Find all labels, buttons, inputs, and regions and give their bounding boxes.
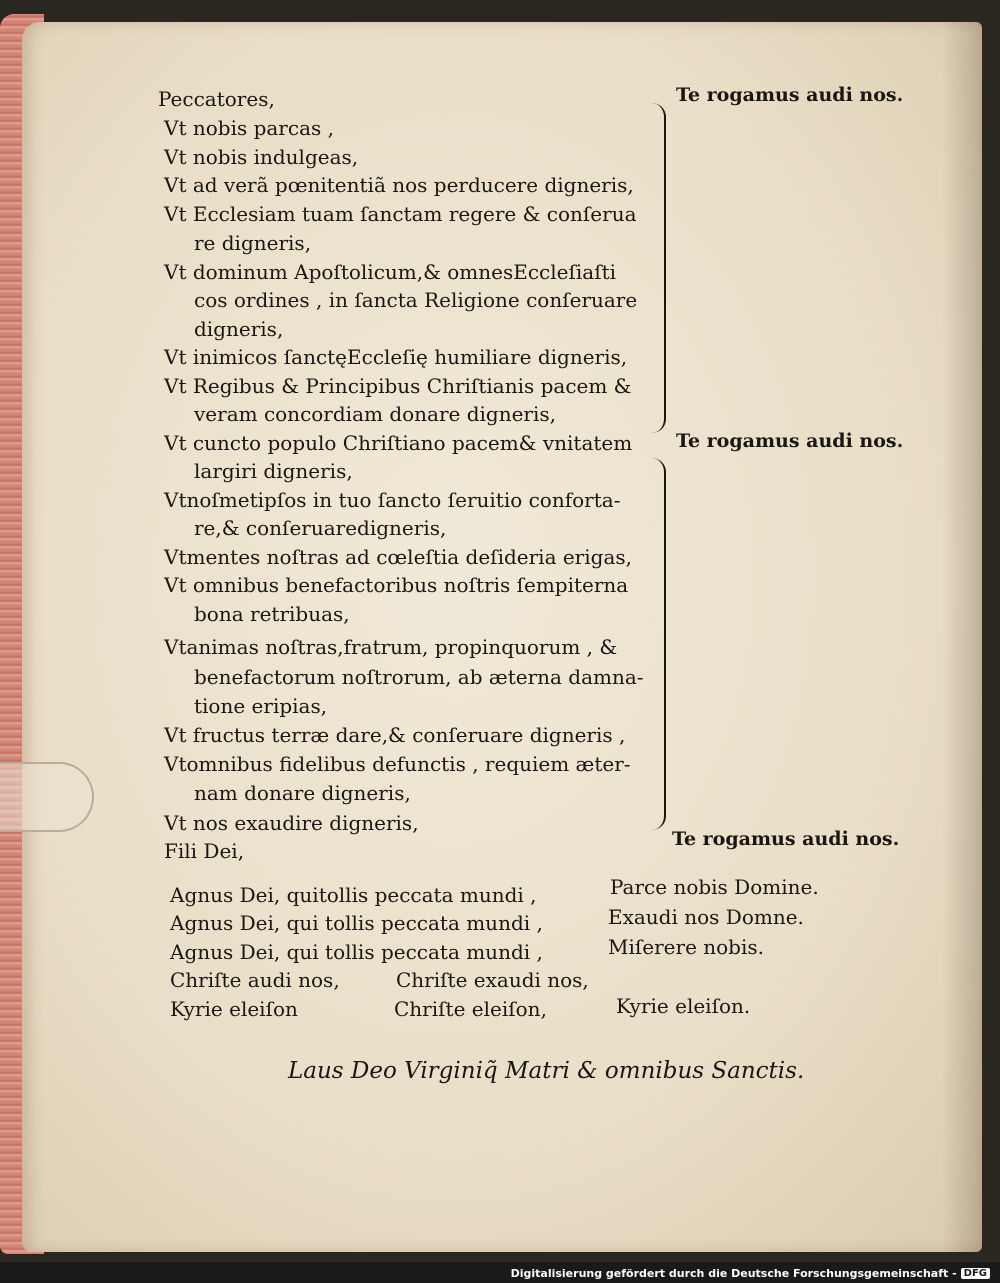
christe-line: Chriſte eleiſon,	[394, 997, 547, 1021]
closing-line: Laus Deo Virginiq̃ Matri & omnibus Sanctis.	[288, 1058, 805, 1084]
agnus-line: Agnus Dei, qui tollis peccata mundi ,	[170, 911, 543, 935]
litany-line: Vt Ecclesiam tuam ſanctam regere & conſerua	[164, 202, 637, 226]
response-text: Te rogamus audi nos.	[672, 828, 900, 850]
litany-line: Fili Dei,	[164, 839, 245, 863]
litany-line: Vt nobis parcas ,	[164, 116, 334, 140]
litany-line: re,& conſeruaredigneris,	[194, 516, 447, 540]
clip-tab	[0, 762, 94, 832]
litany-line: Vtomnibus fidelibus defunctis , requiem æter-	[164, 752, 631, 776]
litany-line: Vt nos exaudire digneris,	[164, 811, 419, 835]
spine-shadow	[942, 22, 982, 1252]
litany-line: largiri digneris,	[194, 459, 353, 483]
agnus-response: Parce nobis Domine.	[610, 875, 819, 899]
agnus-line: Agnus Dei, qui tollis peccata mundi ,	[170, 940, 543, 964]
litany-line: tione eripias,	[194, 694, 328, 718]
agnus-response: Exaudi nos Domne.	[608, 905, 804, 929]
litany-line: Vt Regibus & Principibus Chriſtianis pacem &	[164, 374, 632, 398]
christe-line: Chriſte audi nos,	[170, 968, 340, 992]
litany-line: bona retribuas,	[194, 602, 350, 626]
litany-line: benefactorum noſtrorum, ab æterna damna-	[194, 665, 644, 689]
digitization-credit	[511, 1264, 990, 1282]
litany-line: Vt omnibus benefactoribus noſtris ſempiterna	[164, 573, 629, 597]
response-text: Te rogamus audi nos.	[676, 84, 904, 106]
litany-line: Vt ad verã pœnitentiã nos perducere digneris,	[164, 173, 634, 197]
litany-line: Peccatores,	[158, 87, 275, 111]
litany-line: veram concordiam donare digneris,	[194, 402, 557, 426]
agnus-response: Miſerere nobis.	[608, 935, 765, 959]
litany-line: Vt fructus terræ dare,& conſeruare digneris ,	[164, 723, 626, 747]
christe-line: Chriſte exaudi nos,	[396, 968, 589, 992]
litany-line: re digneris,	[194, 231, 312, 255]
litany-line: cos ordines , in ſancta Religione conſeruare	[194, 288, 638, 312]
litany-line: digneris,	[194, 317, 284, 341]
litany-line: Vt dominum Apoſtolicum,& omnesEccleſiaſti	[164, 260, 617, 284]
credit-text: Digitalisierung gefördert durch die Deutsche Forschungsgemeinschaft -	[510, 1266, 957, 1280]
kyrie-line: Kyrie eleiſon	[170, 997, 298, 1021]
litany-line: Vt inimicos ſanctęEccleſię humiliare digneris,	[164, 345, 628, 369]
litany-line: Vt nobis indulgeas,	[164, 145, 359, 169]
brace	[648, 458, 666, 830]
litany-line: Vtmentes noſtras ad cœleſtia deſideria erigas,	[164, 545, 632, 569]
litany-line: Vtanimas noſtras,fratrum, propinquorum , &	[164, 635, 618, 659]
brace	[648, 103, 666, 433]
dfg-logo: DFG	[961, 1268, 990, 1279]
litany-line: Vt cuncto populo Chriſtiano pacem& vnitatem	[164, 431, 633, 455]
litany-line: nam donare digneris,	[194, 781, 411, 805]
kyrie-line: Kyrie eleiſon.	[616, 994, 751, 1018]
agnus-line: Agnus Dei, quitollis peccata mundi ,	[170, 883, 537, 907]
litany-line: Vtnoſmetipſos in tuo ſancto ſeruitio conforta-	[164, 488, 621, 512]
response-text: Te rogamus audi nos.	[676, 430, 904, 452]
